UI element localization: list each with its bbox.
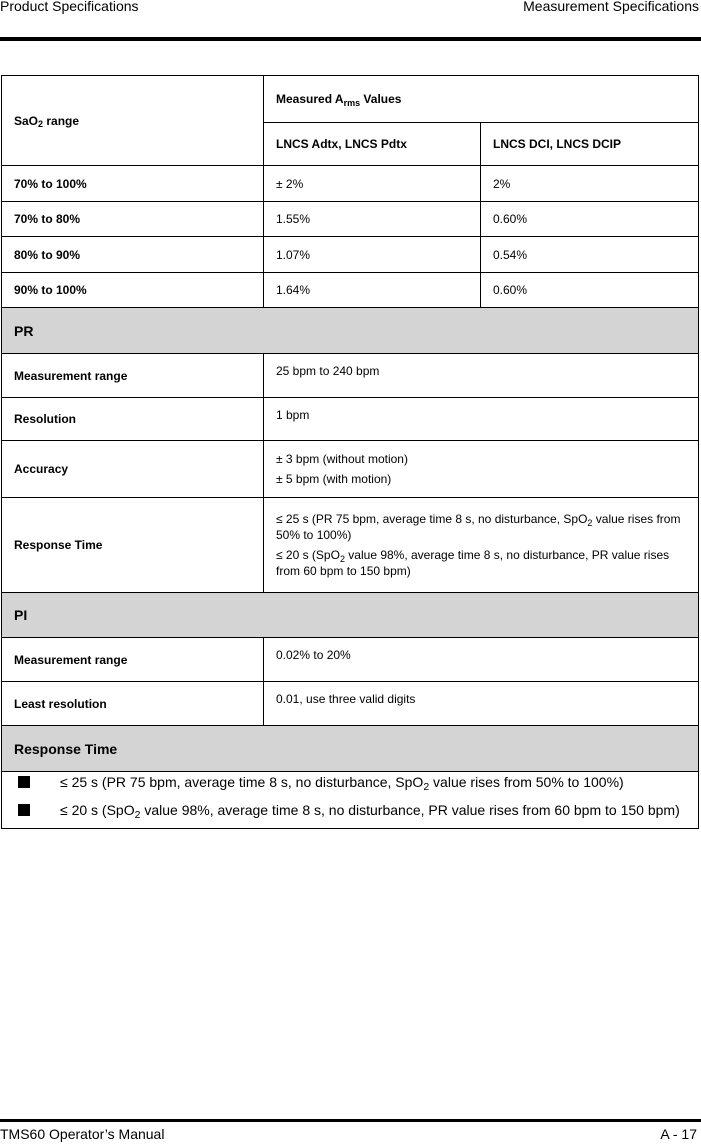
range-cell: 70% to 80% <box>2 202 264 237</box>
table-row <box>2 441 699 498</box>
sao2-range-header: SaO$_2$ range <box>2 76 264 166</box>
pi-least-resolution-label: Least resolution <box>2 682 264 726</box>
page-header <box>0 0 701 42</box>
table-row <box>2 273 699 308</box>
pr-section-title: PR <box>2 308 699 354</box>
pr-resolution-label: Resolution <box>2 398 264 441</box>
range-cell: 80% to 90% <box>2 237 264 273</box>
measured-arms-header: Measured $A_{rms}$ Values <box>264 76 699 123</box>
response-time-bullets <box>2 772 699 829</box>
response-time-section-title: Response Time <box>2 726 699 772</box>
value-cell: 1.07% <box>264 237 481 273</box>
footer-manual-title: TMS60 Operator’s Manual <box>0 1126 165 1142</box>
value-cell: 0.60% <box>481 273 699 308</box>
header-section-title: Product Specifications <box>0 0 139 14</box>
value-cell: 1.64% <box>264 273 481 308</box>
table-row <box>2 398 699 441</box>
list-item <box>14 800 686 820</box>
col-header-adtx-pdtx: LNCS Adtx, LNCS Pdtx <box>264 123 481 166</box>
pi-section-row <box>2 593 699 638</box>
value-cell: 1.55% <box>264 202 481 237</box>
pr-measurement-range-label: Measurement range <box>2 354 264 398</box>
accuracy-with-motion: ± 5 bpm (with motion) <box>276 472 392 486</box>
pi-section-title: PI <box>2 593 699 638</box>
value-cell: ± 2% <box>264 166 481 202</box>
square-bullet-icon <box>18 804 30 816</box>
measurement-spec-table <box>1 75 699 829</box>
bullet-text: ≤ 20 s (SpO$_2$ value 98%, average time 8 s, no disturbance, PR value rises from 60 bpm to 150 bpm) <box>60 802 680 822</box>
table-row <box>2 498 699 593</box>
pi-measurement-range-value: 0.02% to 20% <box>264 638 699 682</box>
range-cell: 70% to 100% <box>2 166 264 202</box>
header-rule <box>0 37 701 41</box>
table-row <box>2 638 699 682</box>
range-cell: 90% to 100% <box>2 273 264 308</box>
footer-rule <box>0 1119 701 1122</box>
pi-least-resolution-value: 0.01, use three valid digits <box>264 682 699 726</box>
value-cell: 2% <box>481 166 699 202</box>
response-time-line-2: ≤ 20 s (SpO$_2$ value 98%, average time 8 s, no disturbance, PR value rises from 60 bpm to 150 bpm) <box>276 548 670 578</box>
pr-accuracy-label: Accuracy <box>2 441 264 498</box>
header-chapter-title: Measurement Specifications <box>523 0 699 14</box>
list-item <box>14 772 686 792</box>
pr-response-time-label: Response Time <box>2 498 264 593</box>
table-row <box>2 202 699 237</box>
pr-measurement-range-value: 25 bpm to 240 bpm <box>264 354 699 398</box>
value-cell: 0.60% <box>481 202 699 237</box>
footer-page-number: A - 17 <box>660 1126 697 1142</box>
table-row <box>2 166 699 202</box>
table-row <box>2 682 699 726</box>
response-time-bullets-row <box>2 772 699 829</box>
response-time-section-row <box>2 726 699 772</box>
pr-response-time-value <box>264 498 699 593</box>
col-header-dci-dcip: LNCS DCI, LNCS DCIP <box>481 123 699 166</box>
accuracy-without-motion: ± 3 bpm (without motion) <box>276 452 408 466</box>
table-header-row <box>2 76 699 123</box>
table-row <box>2 354 699 398</box>
table-row <box>2 237 699 273</box>
bullet-text: ≤ 25 s (PR 75 bpm, average time 8 s, no disturbance, SpO$_2$ value rises from 50% to 100%) <box>60 774 624 794</box>
response-time-line-1: ≤ 25 s (PR 75 bpm, average time 8 s, no disturbance, SpO$_2$ value rises from 50% to 100%) <box>276 512 681 542</box>
pi-measurement-range-label: Measurement range <box>2 638 264 682</box>
value-cell: 0.54% <box>481 237 699 273</box>
pr-resolution-value: 1 bpm <box>264 398 699 441</box>
pr-section-row <box>2 308 699 354</box>
pr-accuracy-value <box>264 441 699 498</box>
square-bullet-icon <box>18 776 30 788</box>
